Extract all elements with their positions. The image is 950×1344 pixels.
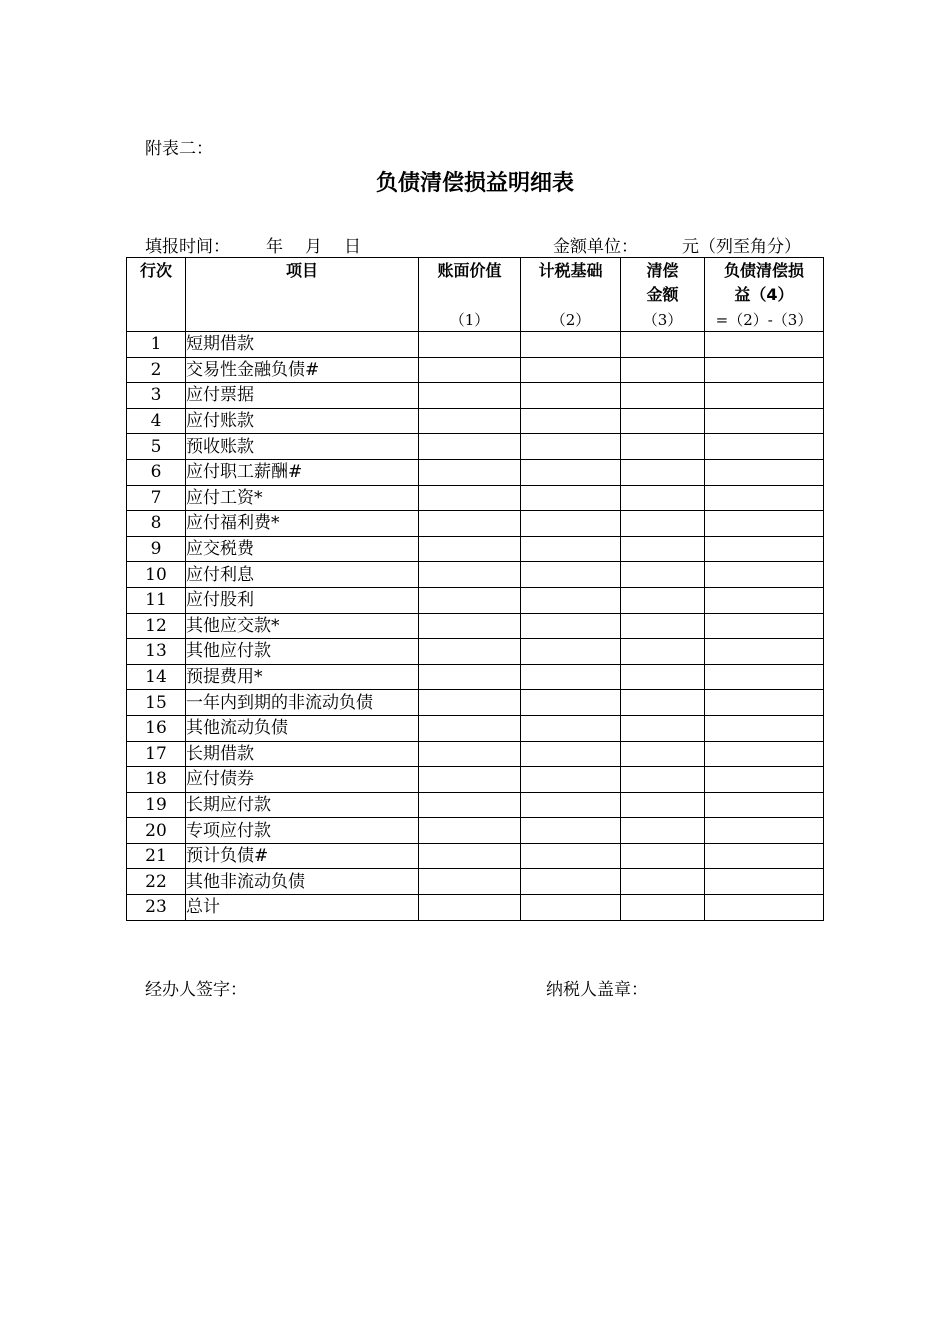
tax-basis-cell[interactable] bbox=[521, 511, 621, 537]
book-value-cell[interactable] bbox=[419, 408, 521, 434]
row-number: 1 bbox=[127, 332, 186, 358]
gain-loss-cell[interactable] bbox=[705, 792, 824, 818]
row-item: 长期借款 bbox=[186, 741, 419, 767]
row-number: 10 bbox=[127, 562, 186, 588]
table-row bbox=[127, 587, 824, 613]
table-row bbox=[127, 895, 824, 921]
settlement-amount-cell[interactable] bbox=[621, 639, 705, 665]
row-number: 22 bbox=[127, 869, 186, 895]
row-number: 6 bbox=[127, 459, 186, 485]
row-number: 13 bbox=[127, 639, 186, 665]
book-value-cell[interactable] bbox=[419, 511, 521, 537]
book-value-cell[interactable] bbox=[419, 767, 521, 793]
table-row bbox=[127, 792, 824, 818]
col-header-item: 项目 bbox=[186, 258, 419, 332]
gain-loss-cell[interactable] bbox=[705, 332, 824, 358]
settlement-amount-cell[interactable] bbox=[621, 485, 705, 511]
settlement-amount-cell[interactable] bbox=[621, 690, 705, 716]
gain-loss-cell[interactable] bbox=[705, 408, 824, 434]
table-row bbox=[127, 613, 824, 639]
tax-basis-cell[interactable] bbox=[521, 459, 621, 485]
gain-loss-cell[interactable] bbox=[705, 690, 824, 716]
annex-label: 附表二： bbox=[145, 139, 213, 159]
gain-loss-cell[interactable] bbox=[705, 741, 824, 767]
gain-loss-cell[interactable] bbox=[705, 587, 824, 613]
row-number: 17 bbox=[127, 741, 186, 767]
gain-loss-cell[interactable] bbox=[705, 434, 824, 460]
row-item: 应付票据 bbox=[186, 383, 419, 409]
gain-loss-cell[interactable] bbox=[705, 715, 824, 741]
row-item: 应付福利费* bbox=[186, 511, 419, 537]
row-item: 预收账款 bbox=[186, 434, 419, 460]
tax-basis-cell[interactable] bbox=[521, 536, 621, 562]
row-item: 一年内到期的非流动负债 bbox=[186, 690, 419, 716]
book-value-cell[interactable] bbox=[419, 459, 521, 485]
col-header-book-value: 账面价值 （1） bbox=[419, 258, 521, 332]
tax-basis-cell[interactable] bbox=[521, 383, 621, 409]
row-item: 应付工资* bbox=[186, 485, 419, 511]
table-row bbox=[127, 434, 824, 460]
gain-loss-cell[interactable] bbox=[705, 767, 824, 793]
book-value-cell[interactable] bbox=[419, 357, 521, 383]
row-number: 19 bbox=[127, 792, 186, 818]
tax-basis-cell[interactable] bbox=[521, 357, 621, 383]
row-item: 交易性金融负债# bbox=[186, 357, 419, 383]
col-header-settlement-gain-loss: 负债清偿损益（4） =（2）-（3） bbox=[705, 258, 824, 332]
gain-loss-cell[interactable] bbox=[705, 536, 824, 562]
row-number: 3 bbox=[127, 383, 186, 409]
settlement-amount-cell[interactable] bbox=[621, 792, 705, 818]
book-value-cell[interactable] bbox=[419, 818, 521, 844]
row-item: 应付股利 bbox=[186, 587, 419, 613]
table-row bbox=[127, 664, 824, 690]
row-item: 应付债券 bbox=[186, 767, 419, 793]
table-row bbox=[127, 562, 824, 588]
table-row bbox=[127, 639, 824, 665]
row-number: 2 bbox=[127, 357, 186, 383]
table-row bbox=[127, 511, 824, 537]
table-row bbox=[127, 408, 824, 434]
settlement-amount-cell[interactable] bbox=[621, 895, 705, 921]
table-row bbox=[127, 485, 824, 511]
tax-basis-cell[interactable] bbox=[521, 715, 621, 741]
tax-basis-cell[interactable] bbox=[521, 664, 621, 690]
book-value-cell[interactable] bbox=[419, 536, 521, 562]
book-value-cell[interactable] bbox=[419, 715, 521, 741]
book-value-cell[interactable] bbox=[419, 485, 521, 511]
gain-loss-cell[interactable] bbox=[705, 818, 824, 844]
settlement-amount-cell[interactable] bbox=[621, 767, 705, 793]
row-number: 11 bbox=[127, 587, 186, 613]
tax-basis-cell[interactable] bbox=[521, 741, 621, 767]
tax-basis-cell[interactable] bbox=[521, 434, 621, 460]
settlement-amount-cell[interactable] bbox=[621, 459, 705, 485]
tax-basis-cell[interactable] bbox=[521, 332, 621, 358]
row-item: 应付利息 bbox=[186, 562, 419, 588]
row-item: 其他应交款* bbox=[186, 613, 419, 639]
tax-basis-cell[interactable] bbox=[521, 690, 621, 716]
row-item: 应付账款 bbox=[186, 408, 419, 434]
book-value-cell[interactable] bbox=[419, 895, 521, 921]
tax-basis-cell[interactable] bbox=[521, 792, 621, 818]
tax-basis-cell[interactable] bbox=[521, 613, 621, 639]
tax-basis-cell[interactable] bbox=[521, 767, 621, 793]
table-row bbox=[127, 818, 824, 844]
book-value-cell[interactable] bbox=[419, 869, 521, 895]
row-item: 短期借款 bbox=[186, 332, 419, 358]
book-value-cell[interactable] bbox=[419, 434, 521, 460]
amount-unit-value: 元（列至角分） bbox=[682, 237, 801, 257]
settlement-amount-cell[interactable] bbox=[621, 511, 705, 537]
tax-basis-cell[interactable] bbox=[521, 485, 621, 511]
settlement-amount-cell[interactable] bbox=[621, 434, 705, 460]
row-number: 21 bbox=[127, 843, 186, 869]
settlement-amount-cell[interactable] bbox=[621, 408, 705, 434]
book-value-cell[interactable] bbox=[419, 741, 521, 767]
book-value-cell[interactable] bbox=[419, 664, 521, 690]
settlement-amount-cell[interactable] bbox=[621, 715, 705, 741]
row-item: 总计 bbox=[186, 895, 419, 921]
tax-basis-cell[interactable] bbox=[521, 895, 621, 921]
settlement-amount-cell[interactable] bbox=[621, 587, 705, 613]
row-item: 长期应付款 bbox=[186, 792, 419, 818]
amount-unit-label: 金额单位： bbox=[553, 237, 638, 257]
row-item: 其他流动负债 bbox=[186, 715, 419, 741]
row-number: 12 bbox=[127, 613, 186, 639]
settlement-amount-cell[interactable] bbox=[621, 869, 705, 895]
date-day: 日 bbox=[344, 237, 361, 257]
date-month: 月 bbox=[305, 237, 322, 257]
book-value-cell[interactable] bbox=[419, 639, 521, 665]
fill-time-row bbox=[145, 232, 383, 257]
gain-loss-cell[interactable] bbox=[705, 843, 824, 869]
row-item: 应付职工薪酬# bbox=[186, 459, 419, 485]
amount-unit-row bbox=[553, 232, 801, 257]
row-number: 18 bbox=[127, 767, 186, 793]
settlement-amount-cell[interactable] bbox=[621, 332, 705, 358]
table-row bbox=[127, 357, 824, 383]
book-value-cell[interactable] bbox=[419, 690, 521, 716]
row-number: 15 bbox=[127, 690, 186, 716]
row-number: 23 bbox=[127, 895, 186, 921]
settlement-amount-cell[interactable] bbox=[621, 536, 705, 562]
book-value-cell[interactable] bbox=[419, 843, 521, 869]
row-number: 16 bbox=[127, 715, 186, 741]
settlement-amount-cell[interactable] bbox=[621, 383, 705, 409]
table-body bbox=[127, 332, 824, 921]
liability-settlement-table bbox=[126, 257, 824, 921]
settlement-amount-cell[interactable] bbox=[621, 843, 705, 869]
tax-basis-cell[interactable] bbox=[521, 843, 621, 869]
book-value-cell[interactable] bbox=[419, 562, 521, 588]
tax-basis-cell[interactable] bbox=[521, 587, 621, 613]
row-item: 专项应付款 bbox=[186, 818, 419, 844]
page-title: 负债清偿损益明细表 bbox=[375, 171, 574, 196]
settlement-amount-cell[interactable] bbox=[621, 741, 705, 767]
tax-basis-cell[interactable] bbox=[521, 562, 621, 588]
table-row bbox=[127, 869, 824, 895]
table-row bbox=[127, 767, 824, 793]
table-row bbox=[127, 383, 824, 409]
row-number: 4 bbox=[127, 408, 186, 434]
row-item: 其他非流动负债 bbox=[186, 869, 419, 895]
gain-loss-cell[interactable] bbox=[705, 895, 824, 921]
col-header-row-no: 行次 bbox=[127, 258, 186, 332]
row-number: 5 bbox=[127, 434, 186, 460]
tax-basis-cell[interactable] bbox=[521, 639, 621, 665]
settlement-amount-cell[interactable] bbox=[621, 357, 705, 383]
gain-loss-cell[interactable] bbox=[705, 485, 824, 511]
row-number: 7 bbox=[127, 485, 186, 511]
gain-loss-cell[interactable] bbox=[705, 613, 824, 639]
table-row bbox=[127, 459, 824, 485]
tax-basis-cell[interactable] bbox=[521, 869, 621, 895]
row-number: 8 bbox=[127, 511, 186, 537]
table-row bbox=[127, 843, 824, 869]
book-value-cell[interactable] bbox=[419, 792, 521, 818]
gain-loss-cell[interactable] bbox=[705, 383, 824, 409]
gain-loss-cell[interactable] bbox=[705, 869, 824, 895]
row-item: 其他应付款 bbox=[186, 639, 419, 665]
table-row bbox=[127, 536, 824, 562]
date-year: 年 bbox=[266, 237, 283, 257]
book-value-cell[interactable] bbox=[419, 613, 521, 639]
table-row bbox=[127, 690, 824, 716]
tax-basis-cell[interactable] bbox=[521, 408, 621, 434]
settlement-amount-cell[interactable] bbox=[621, 562, 705, 588]
book-value-cell[interactable] bbox=[419, 332, 521, 358]
settlement-amount-cell[interactable] bbox=[621, 818, 705, 844]
row-number: 14 bbox=[127, 664, 186, 690]
col-header-settlement-amount: 清偿金额 （3） bbox=[621, 258, 705, 332]
settlement-amount-cell[interactable] bbox=[621, 664, 705, 690]
gain-loss-cell[interactable] bbox=[705, 357, 824, 383]
gain-loss-cell[interactable] bbox=[705, 664, 824, 690]
book-value-cell[interactable] bbox=[419, 383, 521, 409]
gain-loss-cell[interactable] bbox=[705, 639, 824, 665]
gain-loss-cell[interactable] bbox=[705, 459, 824, 485]
tax-basis-cell[interactable] bbox=[521, 818, 621, 844]
table-row bbox=[127, 741, 824, 767]
row-item: 预提费用* bbox=[186, 664, 419, 690]
table-row bbox=[127, 715, 824, 741]
book-value-cell[interactable] bbox=[419, 587, 521, 613]
stamp-label: 纳税人盖章： bbox=[546, 980, 648, 1000]
gain-loss-cell[interactable] bbox=[705, 562, 824, 588]
fill-time-label: 填报时间： bbox=[145, 237, 230, 257]
row-item: 应交税费 bbox=[186, 536, 419, 562]
table-header-row bbox=[127, 258, 824, 332]
settlement-amount-cell[interactable] bbox=[621, 613, 705, 639]
row-number: 20 bbox=[127, 818, 186, 844]
col-header-tax-basis: 计税基础 （2） bbox=[521, 258, 621, 332]
row-item: 预计负债# bbox=[186, 843, 419, 869]
gain-loss-cell[interactable] bbox=[705, 511, 824, 537]
row-number: 9 bbox=[127, 536, 186, 562]
signature-label: 经办人签字： bbox=[145, 980, 247, 1000]
table-row bbox=[127, 332, 824, 358]
